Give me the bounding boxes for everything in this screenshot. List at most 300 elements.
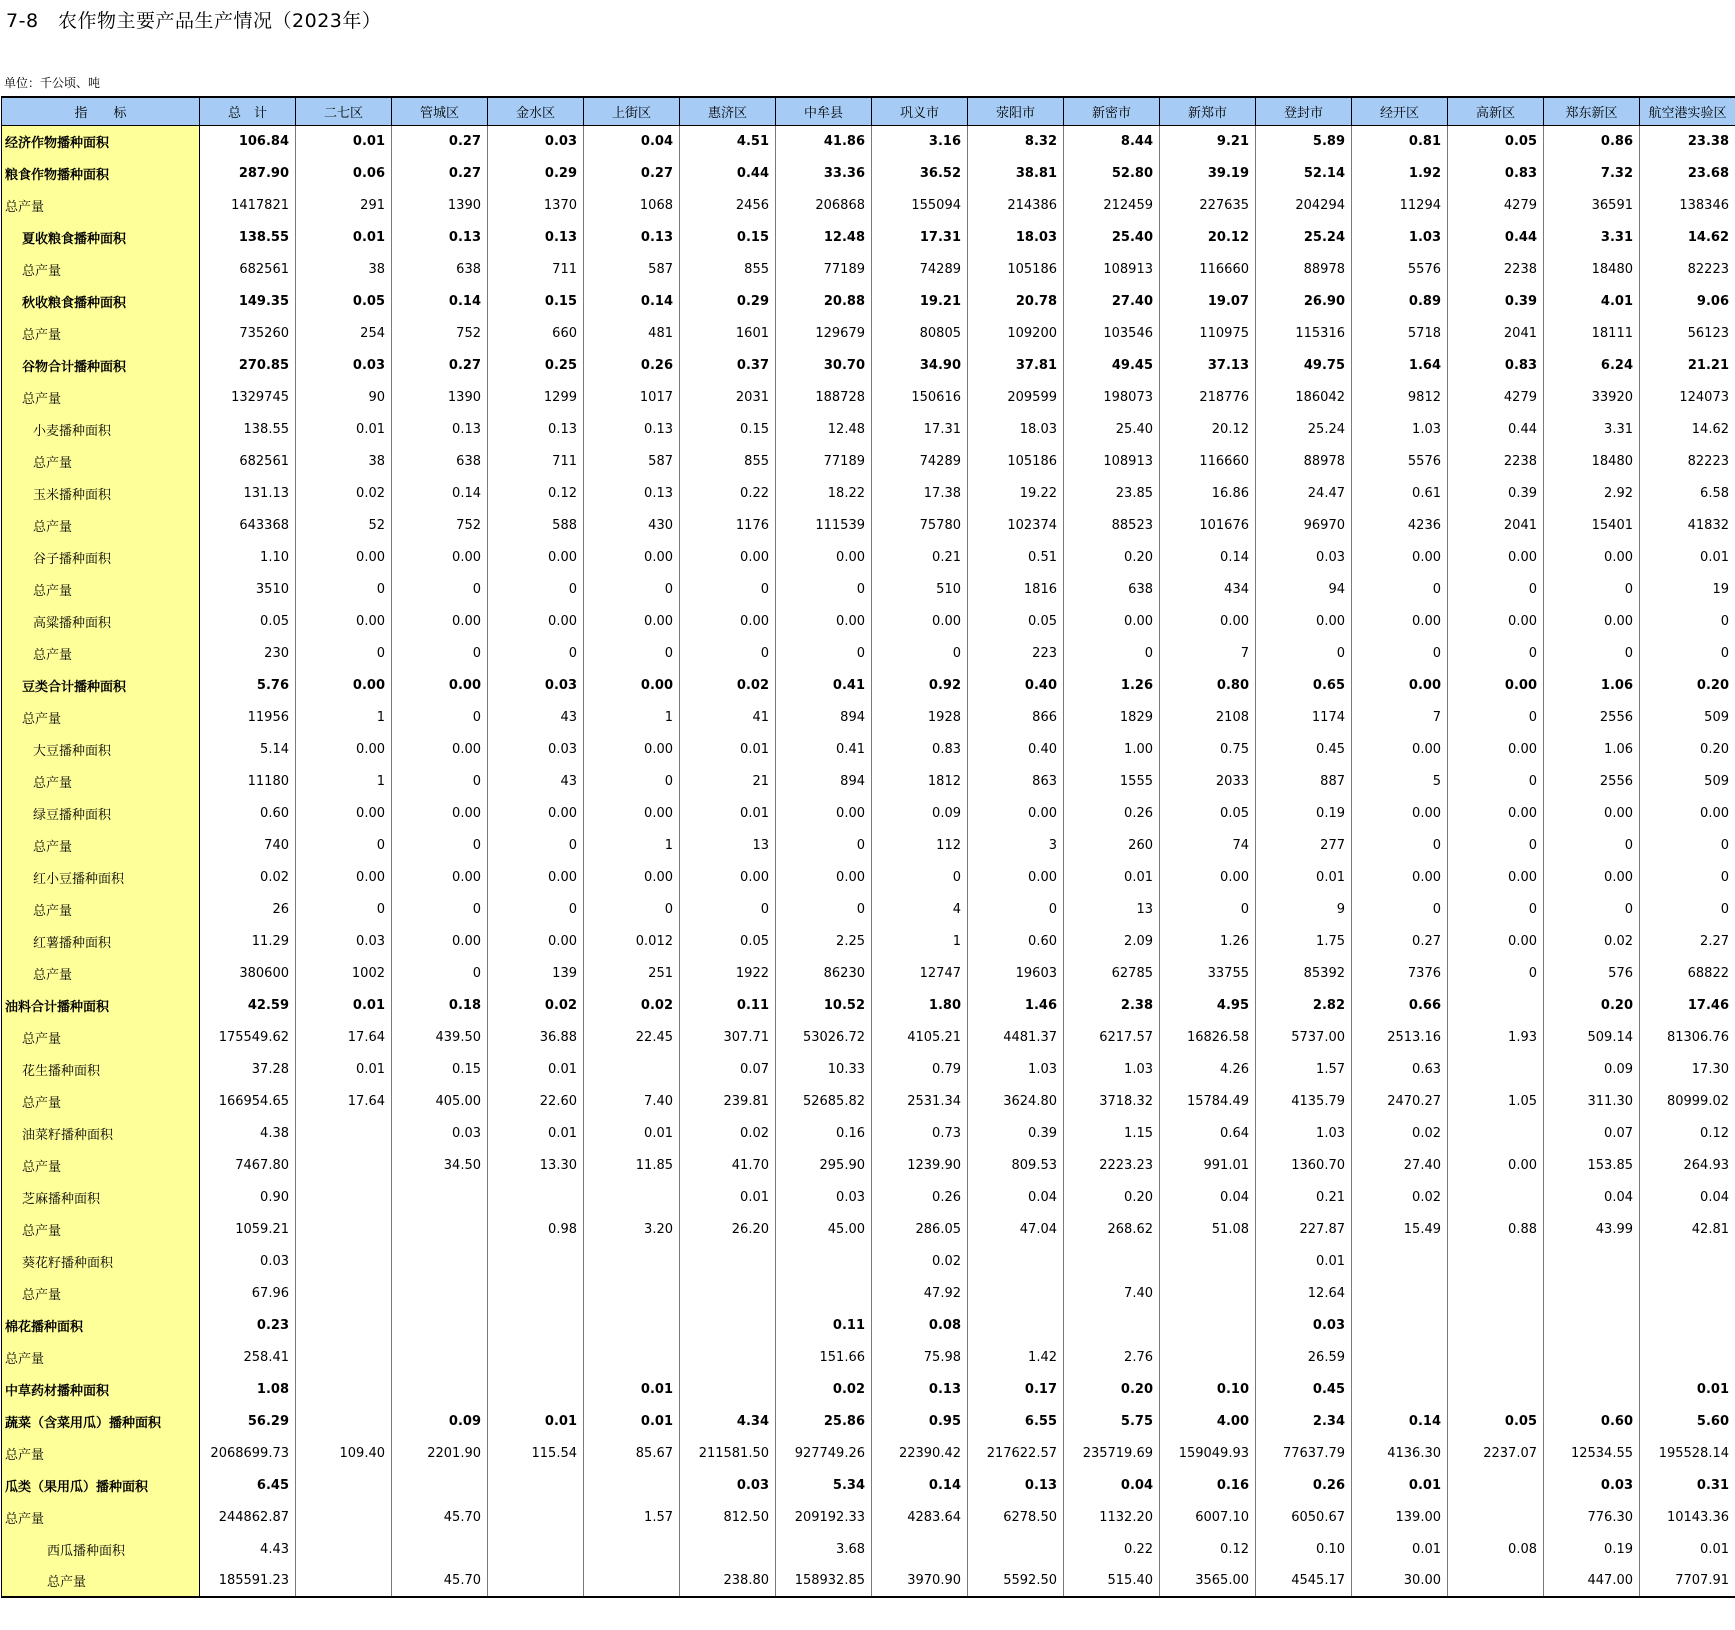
column-header: 新郑市 bbox=[1160, 97, 1256, 125]
value-cell: 0.15 bbox=[488, 285, 584, 317]
value-cell: 0.45 bbox=[1256, 1373, 1352, 1405]
value-cell: 0.44 bbox=[1448, 221, 1544, 253]
value-cell: 108913 bbox=[1064, 445, 1160, 477]
value-cell: 0.79 bbox=[872, 1053, 968, 1085]
value-cell: 0 bbox=[1352, 829, 1448, 861]
value-cell: 6278.50 bbox=[968, 1501, 1064, 1533]
value-cell bbox=[1448, 1117, 1544, 1149]
value-cell: 16.86 bbox=[1160, 477, 1256, 509]
value-cell: 0 bbox=[776, 893, 872, 925]
value-cell bbox=[488, 1277, 584, 1309]
value-cell: 74 bbox=[1160, 829, 1256, 861]
value-cell: 0.16 bbox=[776, 1117, 872, 1149]
value-cell: 4.95 bbox=[1160, 989, 1256, 1021]
table-row bbox=[2, 765, 1735, 797]
value-cell: 34.90 bbox=[872, 349, 968, 381]
table-row bbox=[2, 1245, 1735, 1277]
value-cell: 41.70 bbox=[680, 1149, 776, 1181]
value-cell: 0.04 bbox=[968, 1181, 1064, 1213]
total-cell: 230 bbox=[200, 637, 296, 669]
value-cell: 214386 bbox=[968, 189, 1064, 221]
value-cell: 25.40 bbox=[1064, 413, 1160, 445]
table-row bbox=[2, 797, 1735, 829]
value-cell: 0.13 bbox=[584, 413, 680, 445]
row-label: 葵花籽播种面积 bbox=[2, 1245, 200, 1277]
value-cell: 0.00 bbox=[1160, 861, 1256, 893]
value-cell: 0 bbox=[488, 573, 584, 605]
value-cell bbox=[1544, 1341, 1640, 1373]
value-cell: 0.01 bbox=[584, 1373, 680, 1405]
table-row bbox=[2, 1149, 1735, 1181]
value-cell: 45.70 bbox=[392, 1565, 488, 1597]
value-cell: 0.00 bbox=[488, 925, 584, 957]
value-cell bbox=[296, 1181, 392, 1213]
value-cell: 0.02 bbox=[584, 989, 680, 1021]
value-cell: 38 bbox=[296, 445, 392, 477]
value-cell: 1.00 bbox=[1064, 733, 1160, 765]
value-cell: 124073 bbox=[1640, 381, 1735, 413]
value-cell: 108913 bbox=[1064, 253, 1160, 285]
total-cell: 0.90 bbox=[200, 1181, 296, 1213]
value-cell: 2237.07 bbox=[1448, 1437, 1544, 1469]
value-cell: 198073 bbox=[1064, 381, 1160, 413]
value-cell: 5718 bbox=[1352, 317, 1448, 349]
value-cell: 94 bbox=[1256, 573, 1352, 605]
value-cell: 11.85 bbox=[584, 1149, 680, 1181]
value-cell: 0.00 bbox=[680, 861, 776, 893]
value-cell: 112 bbox=[872, 829, 968, 861]
table-row bbox=[2, 477, 1735, 509]
row-label: 蔬菜（含菜用瓜）播种面积 bbox=[2, 1405, 200, 1437]
value-cell bbox=[488, 1565, 584, 1597]
value-cell: 0.01 bbox=[1640, 1533, 1735, 1565]
value-cell: 36.52 bbox=[872, 157, 968, 189]
value-cell: 3.31 bbox=[1544, 221, 1640, 253]
value-cell: 0 bbox=[776, 829, 872, 861]
column-header: 上街区 bbox=[584, 97, 680, 125]
value-cell bbox=[584, 1277, 680, 1309]
value-cell: 1132.20 bbox=[1064, 1501, 1160, 1533]
value-cell bbox=[1160, 1341, 1256, 1373]
value-cell: 1390 bbox=[392, 189, 488, 221]
value-cell: 0.20 bbox=[1064, 1373, 1160, 1405]
total-cell: 740 bbox=[200, 829, 296, 861]
value-cell: 227.87 bbox=[1256, 1213, 1352, 1245]
value-cell: 0.29 bbox=[488, 157, 584, 189]
total-cell: 0.60 bbox=[200, 797, 296, 829]
value-cell: 1.64 bbox=[1352, 349, 1448, 381]
value-cell: 0 bbox=[392, 893, 488, 925]
value-cell: 10.33 bbox=[776, 1053, 872, 1085]
value-cell: 0.00 bbox=[1448, 669, 1544, 701]
value-cell: 47.04 bbox=[968, 1213, 1064, 1245]
value-cell bbox=[872, 1533, 968, 1565]
value-cell: 1.57 bbox=[1256, 1053, 1352, 1085]
row-label: 总产量 bbox=[2, 253, 200, 285]
value-cell: 26.90 bbox=[1256, 285, 1352, 317]
value-cell: 20.88 bbox=[776, 285, 872, 317]
value-cell: 1017 bbox=[584, 381, 680, 413]
value-cell: 0 bbox=[488, 893, 584, 925]
value-cell: 660 bbox=[488, 317, 584, 349]
value-cell: 2031 bbox=[680, 381, 776, 413]
value-cell: 25.24 bbox=[1256, 413, 1352, 445]
table-row bbox=[2, 957, 1735, 989]
value-cell: 0.05 bbox=[1448, 125, 1544, 157]
value-cell: 3.68 bbox=[776, 1533, 872, 1565]
total-cell: 1059.21 bbox=[200, 1213, 296, 1245]
value-cell: 0 bbox=[1640, 893, 1735, 925]
value-cell: 1928 bbox=[872, 701, 968, 733]
row-label: 总产量 bbox=[2, 765, 200, 797]
value-cell: 0.89 bbox=[1352, 285, 1448, 317]
value-cell: 138346 bbox=[1640, 189, 1735, 221]
row-label: 总产量 bbox=[2, 573, 200, 605]
value-cell: 3970.90 bbox=[872, 1565, 968, 1597]
value-cell: 211581.50 bbox=[680, 1437, 776, 1469]
row-label: 中草药材播种面积 bbox=[2, 1373, 200, 1405]
value-cell: 509.14 bbox=[1544, 1021, 1640, 1053]
value-cell: 105186 bbox=[968, 253, 1064, 285]
value-cell: 0 bbox=[392, 957, 488, 989]
value-cell: 77637.79 bbox=[1256, 1437, 1352, 1469]
value-cell: 1.15 bbox=[1064, 1117, 1160, 1149]
value-cell: 0.07 bbox=[1544, 1117, 1640, 1149]
value-cell: 14.62 bbox=[1640, 221, 1735, 253]
value-cell: 587 bbox=[584, 253, 680, 285]
value-cell: 2108 bbox=[1160, 701, 1256, 733]
value-cell: 311.30 bbox=[1544, 1085, 1640, 1117]
table-row bbox=[2, 157, 1735, 189]
table-row bbox=[2, 1277, 1735, 1309]
value-cell: 0.012 bbox=[584, 925, 680, 957]
value-cell bbox=[776, 1245, 872, 1277]
column-header: 惠济区 bbox=[680, 97, 776, 125]
total-cell: 0.03 bbox=[200, 1245, 296, 1277]
value-cell: 12.48 bbox=[776, 221, 872, 253]
value-cell: 0.83 bbox=[872, 733, 968, 765]
row-label: 总产量 bbox=[2, 1501, 200, 1533]
value-cell: 155094 bbox=[872, 189, 968, 221]
value-cell: 223 bbox=[968, 637, 1064, 669]
value-cell: 75.98 bbox=[872, 1341, 968, 1373]
value-cell: 12.64 bbox=[1256, 1277, 1352, 1309]
value-cell: 0.00 bbox=[776, 861, 872, 893]
total-cell: 67.96 bbox=[200, 1277, 296, 1309]
value-cell bbox=[1352, 1277, 1448, 1309]
value-cell: 866 bbox=[968, 701, 1064, 733]
value-cell: 1.05 bbox=[1448, 1085, 1544, 1117]
value-cell: 1.92 bbox=[1352, 157, 1448, 189]
total-cell: 185591.23 bbox=[200, 1565, 296, 1597]
value-cell: 0.80 bbox=[1160, 669, 1256, 701]
value-cell: 0.02 bbox=[488, 989, 584, 1021]
value-cell: 0 bbox=[488, 637, 584, 669]
value-cell bbox=[296, 1469, 392, 1501]
value-cell: 752 bbox=[392, 509, 488, 541]
value-cell: 0.02 bbox=[776, 1373, 872, 1405]
value-cell: 855 bbox=[680, 445, 776, 477]
value-cell: 0.51 bbox=[968, 541, 1064, 573]
value-cell: 74289 bbox=[872, 445, 968, 477]
value-cell: 1390 bbox=[392, 381, 488, 413]
table-row bbox=[2, 1181, 1735, 1213]
value-cell: 102374 bbox=[968, 509, 1064, 541]
table-row bbox=[2, 509, 1735, 541]
value-cell: 1.03 bbox=[1256, 1117, 1352, 1149]
value-cell: 2041 bbox=[1448, 509, 1544, 541]
value-cell: 1.03 bbox=[1352, 413, 1448, 445]
value-cell: 5 bbox=[1352, 765, 1448, 797]
value-cell: 52685.82 bbox=[776, 1085, 872, 1117]
value-cell: 887 bbox=[1256, 765, 1352, 797]
row-label: 总产量 bbox=[2, 381, 200, 413]
value-cell: 2223.23 bbox=[1064, 1149, 1160, 1181]
value-cell: 0.04 bbox=[1544, 1181, 1640, 1213]
value-cell: 12747 bbox=[872, 957, 968, 989]
value-cell: 85392 bbox=[1256, 957, 1352, 989]
value-cell: 0.00 bbox=[392, 797, 488, 829]
value-cell bbox=[488, 1469, 584, 1501]
value-cell: 9.06 bbox=[1640, 285, 1735, 317]
row-label: 总产量 bbox=[2, 637, 200, 669]
value-cell: 1816 bbox=[968, 573, 1064, 605]
table-row bbox=[2, 669, 1735, 701]
row-label: 总产量 bbox=[2, 1341, 200, 1373]
value-cell bbox=[1544, 1373, 1640, 1405]
value-cell: 0.00 bbox=[1640, 797, 1735, 829]
value-cell: 150616 bbox=[872, 381, 968, 413]
value-cell bbox=[488, 1341, 584, 1373]
value-cell: 17.38 bbox=[872, 477, 968, 509]
table-row bbox=[2, 733, 1735, 765]
value-cell: 116660 bbox=[1160, 445, 1256, 477]
value-cell: 0.27 bbox=[392, 125, 488, 157]
value-cell: 49.75 bbox=[1256, 349, 1352, 381]
row-label: 秋收粮食播种面积 bbox=[2, 285, 200, 317]
value-cell: 0.01 bbox=[296, 221, 392, 253]
value-cell: 0.10 bbox=[1256, 1533, 1352, 1565]
table-row bbox=[2, 541, 1735, 573]
table-row bbox=[2, 1405, 1735, 1437]
value-cell: 1176 bbox=[680, 509, 776, 541]
value-cell: 0 bbox=[776, 573, 872, 605]
value-cell: 277 bbox=[1256, 829, 1352, 861]
value-cell: 0.09 bbox=[392, 1405, 488, 1437]
value-cell: 139 bbox=[488, 957, 584, 989]
value-cell: 209192.33 bbox=[776, 1501, 872, 1533]
value-cell: 6.55 bbox=[968, 1405, 1064, 1437]
value-cell: 0.05 bbox=[680, 925, 776, 957]
row-label: 谷子播种面积 bbox=[2, 541, 200, 573]
value-cell: 0.20 bbox=[1064, 1181, 1160, 1213]
table-row bbox=[2, 637, 1735, 669]
value-cell bbox=[1640, 1341, 1735, 1373]
value-cell bbox=[1160, 1309, 1256, 1341]
value-cell: 17.31 bbox=[872, 221, 968, 253]
value-cell: 115316 bbox=[1256, 317, 1352, 349]
row-label: 总产量 bbox=[2, 1149, 200, 1181]
value-cell: 0.60 bbox=[968, 925, 1064, 957]
value-cell: 0 bbox=[584, 893, 680, 925]
row-label: 高粱播种面积 bbox=[2, 605, 200, 637]
value-cell: 139.00 bbox=[1352, 1501, 1448, 1533]
value-cell: 1.46 bbox=[968, 989, 1064, 1021]
table-row bbox=[2, 605, 1735, 637]
value-cell: 17.64 bbox=[296, 1085, 392, 1117]
value-cell: 0.00 bbox=[776, 605, 872, 637]
value-cell: 0.00 bbox=[1352, 605, 1448, 637]
value-cell: 75780 bbox=[872, 509, 968, 541]
row-label: 红薯播种面积 bbox=[2, 925, 200, 957]
value-cell: 110975 bbox=[1160, 317, 1256, 349]
value-cell: 37.13 bbox=[1160, 349, 1256, 381]
production-table bbox=[1, 96, 1735, 1598]
value-cell: 0 bbox=[296, 893, 392, 925]
value-cell: 0.26 bbox=[872, 1181, 968, 1213]
value-cell: 212459 bbox=[1064, 189, 1160, 221]
value-cell: 0 bbox=[1352, 637, 1448, 669]
column-header: 登封市 bbox=[1256, 97, 1352, 125]
value-cell: 0 bbox=[1448, 893, 1544, 925]
value-cell: 1.03 bbox=[1064, 1053, 1160, 1085]
table-row bbox=[2, 189, 1735, 221]
value-cell: 0.00 bbox=[1544, 605, 1640, 637]
value-cell: 151.66 bbox=[776, 1341, 872, 1373]
value-cell: 0.73 bbox=[872, 1117, 968, 1149]
value-cell: 4236 bbox=[1352, 509, 1448, 541]
table-row bbox=[2, 573, 1735, 605]
value-cell bbox=[1448, 1501, 1544, 1533]
value-cell: 0.39 bbox=[1448, 477, 1544, 509]
value-cell: 0 bbox=[968, 893, 1064, 925]
value-cell: 6050.67 bbox=[1256, 1501, 1352, 1533]
total-cell: 258.41 bbox=[200, 1341, 296, 1373]
value-cell: 509 bbox=[1640, 765, 1735, 797]
row-label: 总产量 bbox=[2, 1021, 200, 1053]
value-cell: 286.05 bbox=[872, 1213, 968, 1245]
page-title: 7-8 农作物主要产品生产情况（2023年） bbox=[6, 10, 382, 32]
value-cell: 0.09 bbox=[872, 797, 968, 829]
value-cell: 0.00 bbox=[296, 605, 392, 637]
total-cell: 11.29 bbox=[200, 925, 296, 957]
value-cell bbox=[680, 1341, 776, 1373]
value-cell: 25.86 bbox=[776, 1405, 872, 1437]
value-cell: 0.14 bbox=[1352, 1405, 1448, 1437]
value-cell: 0.60 bbox=[1544, 1405, 1640, 1437]
value-cell: 18.22 bbox=[776, 477, 872, 509]
value-cell: 22390.42 bbox=[872, 1437, 968, 1469]
value-cell: 2201.90 bbox=[392, 1437, 488, 1469]
value-cell: 4283.64 bbox=[872, 1501, 968, 1533]
value-cell: 10143.36 bbox=[1640, 1501, 1735, 1533]
value-cell: 209599 bbox=[968, 381, 1064, 413]
value-cell: 74289 bbox=[872, 253, 968, 285]
value-cell: 0.00 bbox=[1160, 605, 1256, 637]
table-row bbox=[2, 1213, 1735, 1245]
row-label: 总产量 bbox=[2, 189, 200, 221]
value-cell: 0.04 bbox=[1064, 1469, 1160, 1501]
total-cell: 0.23 bbox=[200, 1309, 296, 1341]
value-cell: 251 bbox=[584, 957, 680, 989]
value-cell: 24.47 bbox=[1256, 477, 1352, 509]
value-cell: 0.03 bbox=[392, 1117, 488, 1149]
value-cell: 235719.69 bbox=[1064, 1437, 1160, 1469]
value-cell: 0.00 bbox=[1544, 797, 1640, 829]
value-cell: 0.00 bbox=[1544, 861, 1640, 893]
total-cell: 26 bbox=[200, 893, 296, 925]
value-cell bbox=[680, 1277, 776, 1309]
value-cell bbox=[296, 1341, 392, 1373]
value-cell: 36591 bbox=[1544, 189, 1640, 221]
value-cell: 4 bbox=[872, 893, 968, 925]
value-cell: 23.68 bbox=[1640, 157, 1735, 189]
value-cell: 80999.02 bbox=[1640, 1085, 1735, 1117]
row-label: 粮食作物播种面积 bbox=[2, 157, 200, 189]
column-header: 经开区 bbox=[1352, 97, 1448, 125]
row-label: 总产量 bbox=[2, 1213, 200, 1245]
value-cell: 2.82 bbox=[1256, 989, 1352, 1021]
value-cell bbox=[296, 1405, 392, 1437]
column-header: 新密市 bbox=[1064, 97, 1160, 125]
value-cell: 0.39 bbox=[1448, 285, 1544, 317]
value-cell: 0.13 bbox=[872, 1373, 968, 1405]
value-cell: 0.03 bbox=[1544, 1469, 1640, 1501]
value-cell: 509 bbox=[1640, 701, 1735, 733]
value-cell: 254 bbox=[296, 317, 392, 349]
column-header: 管城区 bbox=[392, 97, 488, 125]
value-cell bbox=[1064, 1245, 1160, 1277]
value-cell: 0 bbox=[1640, 829, 1735, 861]
value-cell: 0 bbox=[296, 573, 392, 605]
value-cell: 52.80 bbox=[1064, 157, 1160, 189]
value-cell: 2470.27 bbox=[1352, 1085, 1448, 1117]
value-cell: 20.12 bbox=[1160, 413, 1256, 445]
value-cell bbox=[392, 1277, 488, 1309]
value-cell: 587 bbox=[584, 445, 680, 477]
value-cell: 85.67 bbox=[584, 1437, 680, 1469]
value-cell: 0 bbox=[584, 573, 680, 605]
value-cell: 17.31 bbox=[872, 413, 968, 445]
value-cell: 0 bbox=[1064, 637, 1160, 669]
table-row bbox=[2, 221, 1735, 253]
header-row bbox=[2, 97, 1735, 125]
value-cell bbox=[1352, 1309, 1448, 1341]
value-cell: 43 bbox=[488, 765, 584, 797]
total-cell: 166954.65 bbox=[200, 1085, 296, 1117]
value-cell: 3565.00 bbox=[1160, 1565, 1256, 1597]
value-cell: 5592.50 bbox=[968, 1565, 1064, 1597]
value-cell: 3.31 bbox=[1544, 413, 1640, 445]
value-cell: 0.11 bbox=[680, 989, 776, 1021]
table-row bbox=[2, 317, 1735, 349]
value-cell: 0.09 bbox=[1544, 1053, 1640, 1085]
row-label: 总产量 bbox=[2, 957, 200, 989]
value-cell: 0.02 bbox=[680, 1117, 776, 1149]
value-cell bbox=[968, 1245, 1064, 1277]
value-cell: 1.03 bbox=[968, 1053, 1064, 1085]
value-cell bbox=[584, 1245, 680, 1277]
value-cell: 0 bbox=[1448, 637, 1544, 669]
value-cell: 991.01 bbox=[1160, 1149, 1256, 1181]
value-cell: 1829 bbox=[1064, 701, 1160, 733]
total-cell: 37.28 bbox=[200, 1053, 296, 1085]
value-cell: 0 bbox=[1448, 701, 1544, 733]
value-cell bbox=[1448, 989, 1544, 1021]
value-cell: 4.00 bbox=[1160, 1405, 1256, 1437]
value-cell: 2.38 bbox=[1064, 989, 1160, 1021]
row-label: 瓜类（果用瓜）播种面积 bbox=[2, 1469, 200, 1501]
